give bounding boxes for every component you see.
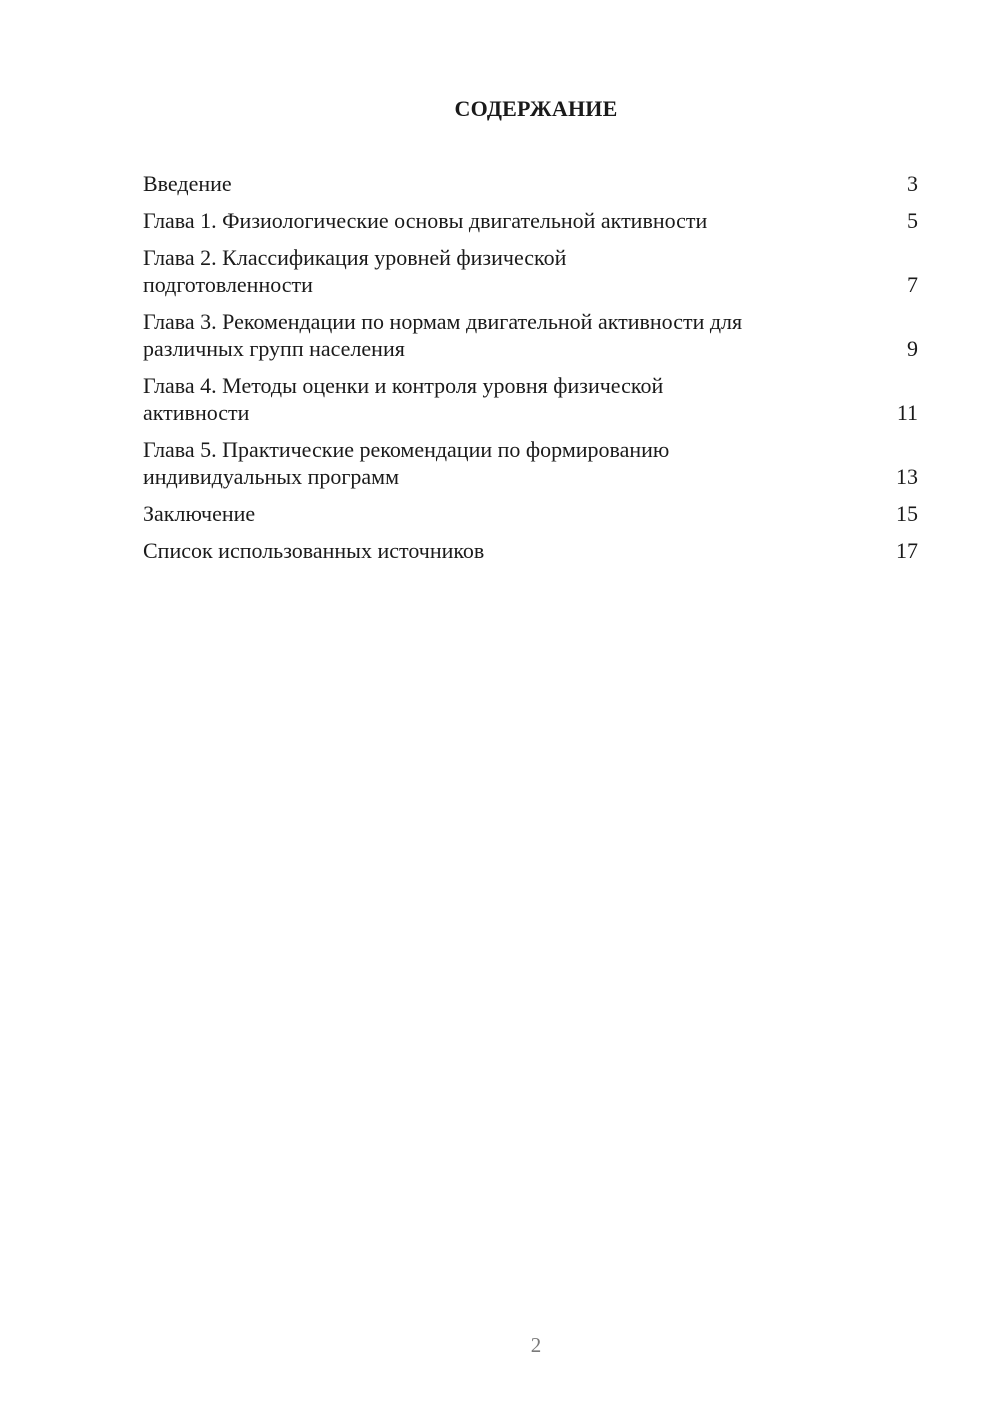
- toc-entry-title: Заключение: [143, 501, 256, 526]
- toc-entry-conclusion: [143, 500, 918, 527]
- page-title: СОДЕРЖАНИЕ: [454, 96, 618, 121]
- toc-entry-page: 3: [907, 171, 918, 196]
- toc-entry-page: 17: [896, 538, 918, 563]
- toc-entry-title: Глава 4. Методы оценки и контроля уровня физической активности: [143, 373, 664, 425]
- toc-entry-chapter-2: [143, 244, 918, 298]
- page-number: 2: [530, 1333, 542, 1357]
- toc-entry-page: 11: [896, 400, 918, 425]
- toc-entry-title: Глава 3. Рекомендации по нормам двигательной активности для различных групп населения: [143, 309, 743, 361]
- toc-entry-title: Введение: [143, 171, 232, 196]
- toc-entry-title: Глава 1. Физиологические основы двигательной активности: [143, 208, 708, 233]
- toc-entry-chapter-3: [143, 308, 918, 362]
- toc-entry-page: 5: [907, 208, 918, 233]
- toc-entry-title: Глава 2. Классификация уровней физической подготовленности: [143, 245, 567, 297]
- toc-entry-page: 15: [896, 501, 918, 526]
- toc-entry-page: 13: [896, 464, 918, 489]
- toc-entry-references: [143, 537, 918, 564]
- toc-entry-chapter-1: [143, 207, 918, 234]
- toc-entry-page: 9: [907, 336, 918, 361]
- toc-entry-introduction: [143, 170, 918, 197]
- toc-entry-title: Глава 5. Практические рекомендации по формированию индивидуальных программ: [143, 437, 670, 489]
- toc-entry-chapter-4: [143, 372, 918, 426]
- toc-entry-page: 7: [907, 272, 918, 297]
- toc-entry-title: Список использованных источников: [143, 538, 485, 563]
- toc-entry-chapter-5: [143, 436, 918, 490]
- table-of-contents: [143, 170, 918, 574]
